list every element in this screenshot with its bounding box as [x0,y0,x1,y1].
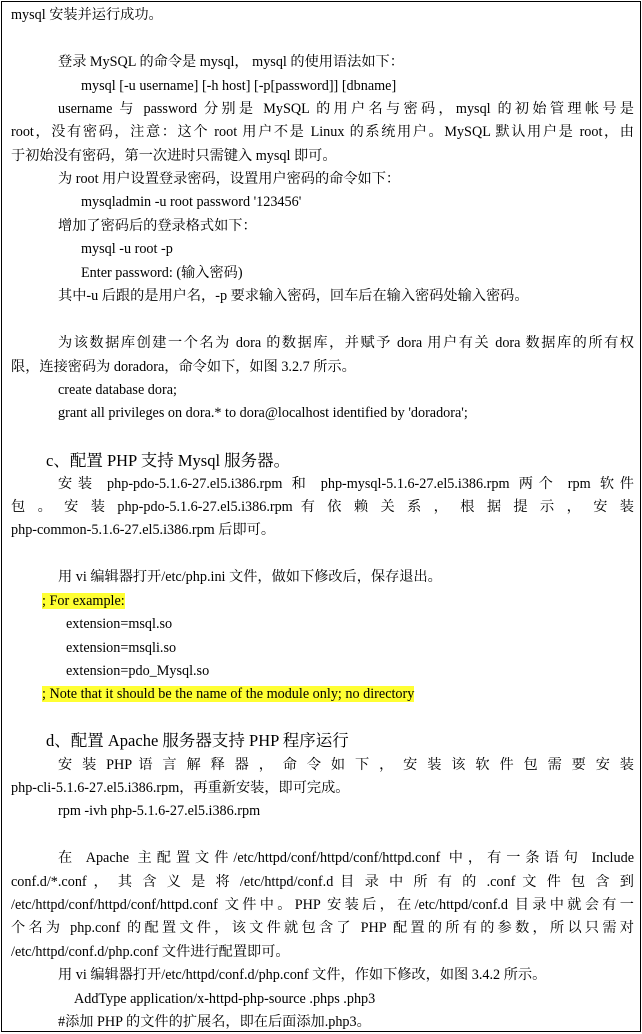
text-line: #添加 PHP 的文件的扩展名，即在后面添加.php3。 [58,1014,371,1030]
section-heading: c、配置 PHP 支持 Mysql 服务器。 [46,451,291,470]
text-line: 在 Apache 主配置文件/etc/httpd/conf/httpd/conf/httpd.conf 中，有一条语句 Include [58,850,634,866]
code-line: AddType application/x-httpd-php-source .phps .php3 [74,991,376,1007]
text-line: 其中-u 后跟的是用户名，-p 要求输入密码，回车后在输入密码处输入密码。 [58,288,529,304]
text-line: 登录 MySQL 的命令是 mysql， mysql 的使用语法如下： [58,54,404,70]
text-line: 限，连接密码为 doradora，命令如下，如图 3.2.7 所示。 [11,359,356,375]
text-line: /etc/httpd/conf/httpd/conf/httpd.conf 文件中。PHP 安装后，在/etc/httpd/conf.d 目录中就会有一 [11,897,634,913]
code-line: grant all privileges on dora.* to dora@localhost identified by 'doradora'; [58,405,468,421]
document-page [1,1,641,1032]
highlight-mark: ; Note that it should be the name of the module only; no directory [42,686,415,702]
text-line: 包 。 安 装 php-pdo-5.1.6-27.el5.i386.rpm 有 依 赖 关 系 ， 根 据 提 示 ， 安 装 [11,499,634,515]
text-line: 为 root 用户设置登录密码，设置用户密码的命令如下： [58,171,401,187]
code-line: rpm -ivh php-5.1.6-27.el5.i386.rpm [58,803,261,819]
code-line: Enter password: (输入密码) [81,265,243,281]
text-line: 增加了密码后的登录格式如下： [58,218,257,234]
code-line: create database dora; [58,382,177,398]
highlighted-line [42,592,125,610]
text-line: /etc/httpd/conf.d/php.conf 文件进行配置即可。 [11,944,290,960]
text-line: mysql 安装并运行成功。 [11,7,163,23]
code-line: extension=pdo_Mysql.so [66,663,210,679]
highlighted-line [42,685,414,703]
text-line: username 与 password 分别是 MySQL 的用户名与密码，mysql 的初始管理帐号是 [58,101,634,117]
code-line: mysql -u root -p [81,241,173,257]
text-line: 用 vi 编辑器打开/etc/httpd/conf.d/php.conf 文件，作如下修改，如图 3.4.2 所示。 [58,967,547,983]
text-line: php-common-5.1.6-27.el5.i386.rpm 后即可。 [11,522,276,538]
text-line: conf.d/*.conf ， 其 含 义 是 将 /etc/httpd/conf.d 目 录 中 所 有 的 .conf 文 件 包 含 到 [11,874,634,890]
text-line: 个名为 php.conf 的配置文件，该文件就包含了 PHP 配置的所有的参数，所以只需对 [11,920,634,936]
text-line: 于初始没有密码，第一次进时只需键入 mysql 即可。 [11,148,337,164]
text-line: 为该数据库创建一个名为 dora 的数据库，并赋予 dora 用户有关 dora 数据库的所有权 [58,335,634,351]
code-line: extension=msql.so [66,616,173,632]
code-line: mysql [-u username] [-h host] [-p[password]] [dbname] [81,78,397,94]
text-line: 用 vi 编辑器打开/etc/php.ini 文件，做如下修改后，保存退出。 [58,569,442,585]
text-line: php-cli-5.1.6-27.el5.i386.rpm，再重新安装，即可完成。 [11,780,350,796]
text-line: 安装 php-pdo-5.1.6-27.el5.i386.rpm 和 php-mysql-5.1.6-27.el5.i386.rpm 两个 rpm 软件 [58,476,634,492]
section-heading: d、配置 Apache 服务器支持 PHP 程序运行 [46,731,349,750]
text-line: root，没有密码，注意：这个 root 用户不是 Linux 的系统用户。MySQL 默认用户是 root，由 [11,124,634,140]
code-line: extension=msqli.so [66,640,177,656]
highlight-mark: ; For example: [42,593,125,609]
code-line: mysqladmin -u root password '123456' [81,194,302,210]
text-line: 安 装 PHP 语 言 解 释 器 ， 命 令 如 下 ， 安 装 该 软 件 包 需 要 安 装 [58,757,634,773]
